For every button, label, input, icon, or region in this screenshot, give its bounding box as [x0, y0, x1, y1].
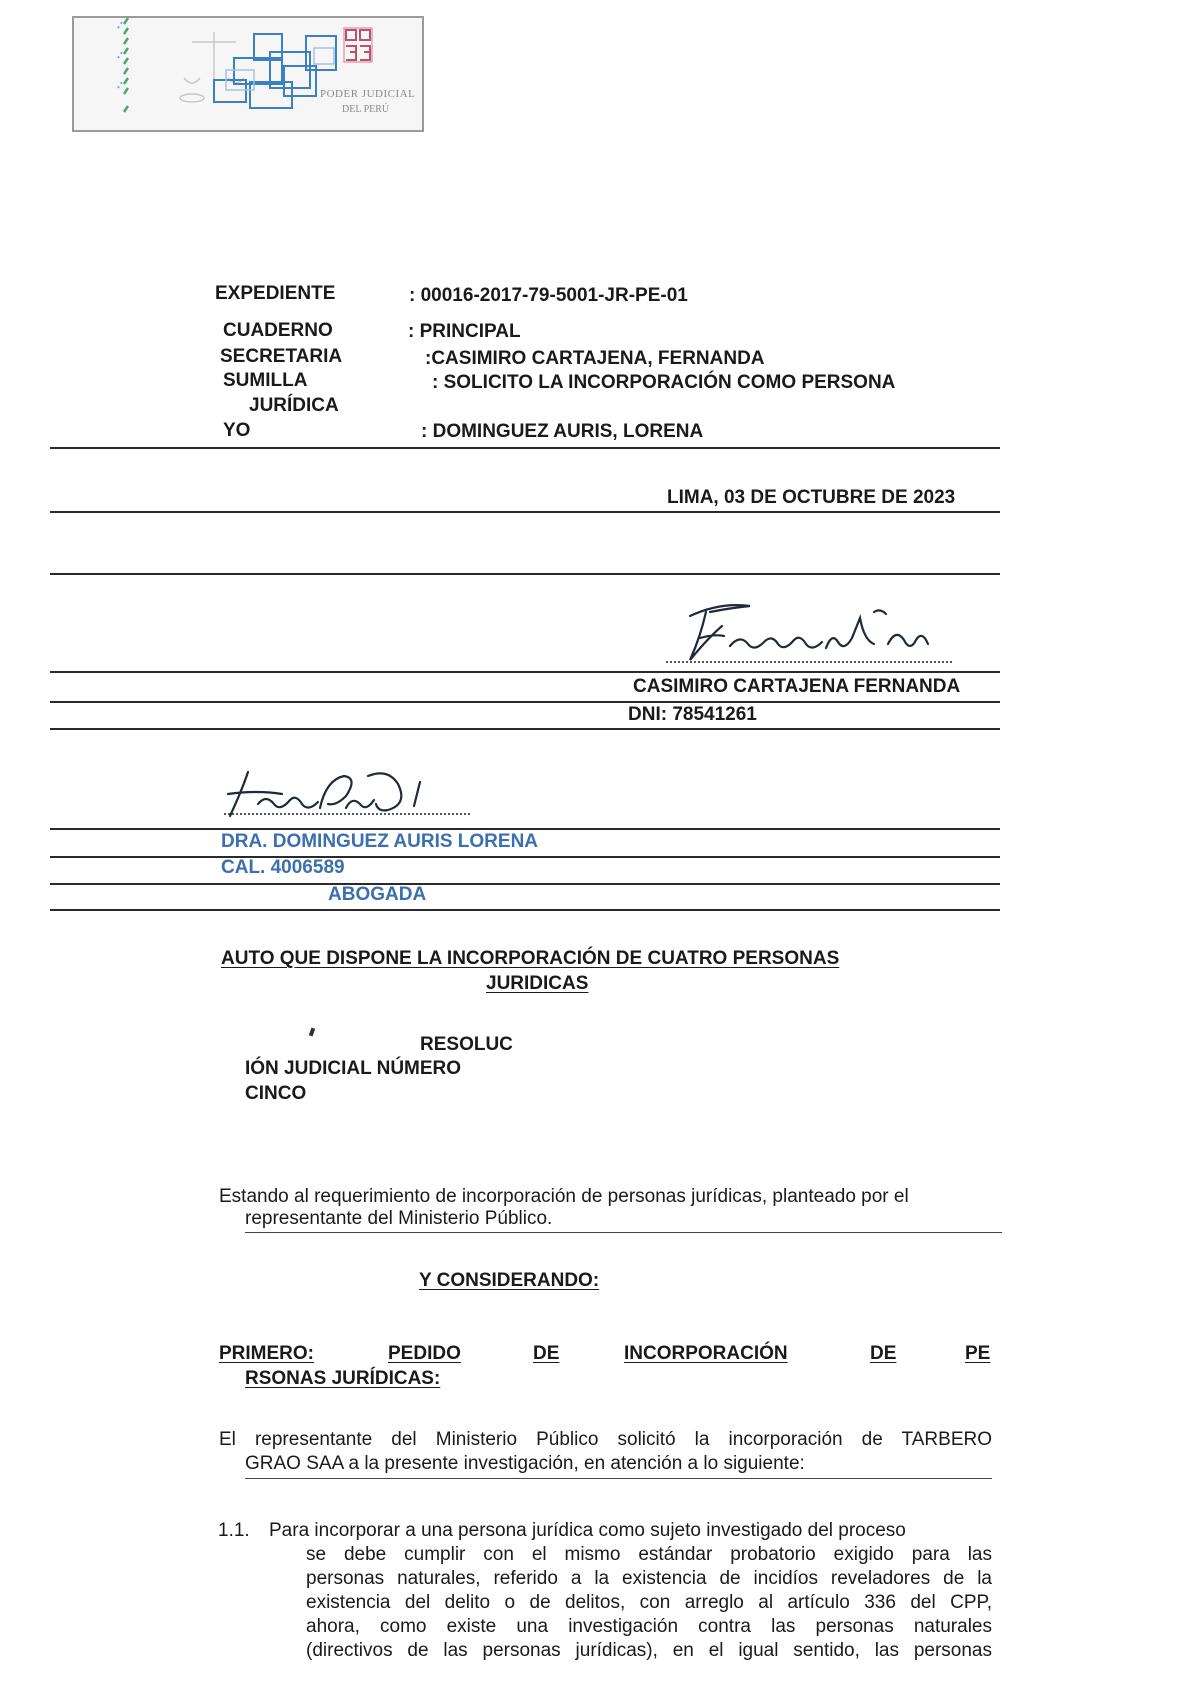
document-title-line2: JURIDICAS: [486, 973, 589, 994]
divider-header: [50, 447, 1000, 449]
divider-blank: [50, 573, 1000, 575]
expediente-label: EXPEDIENTE: [215, 283, 336, 304]
sumilla-label: SUMILLA: [223, 370, 308, 391]
item-1-1-line4: existencia del delito o de delitos, con arreglo al artículo 336 del CPP,: [306, 1592, 992, 1613]
lawyer-role: ABOGADA: [328, 884, 427, 905]
divider-paragraph1: [245, 1478, 992, 1479]
secretary-signature: [660, 598, 960, 668]
considering-heading: Y CONSIDERANDO:: [419, 1270, 600, 1291]
paragraph1-line1: El representante del Ministerio Público solicitó la incorporación de TARBERO: [219, 1429, 992, 1450]
divider-lawyer-4: [50, 909, 1000, 911]
cuaderno-label: CUADERNO: [223, 320, 333, 341]
item-1-1-number: 1.1.: [218, 1520, 250, 1541]
divider-lawyer-1: [50, 828, 1000, 830]
lawyer-cal: CAL. 4006589: [221, 857, 345, 878]
first-heading-word6: PE: [965, 1343, 991, 1364]
lawyer-signature: [218, 760, 478, 828]
resolution-line2: IÓN JUDICIAL NÚMERO: [245, 1058, 462, 1079]
item-1-1-line3: personas naturales, referido a la existencia de incidíos reveladores de la: [306, 1568, 992, 1589]
resolution-line1: RESOLUC: [420, 1034, 513, 1055]
first-heading-word1: PRIMERO:: [219, 1343, 314, 1364]
intro-line1: Estando al requerimiento de incorporación de personas jurídicas, planteado por el: [219, 1186, 909, 1207]
intro-line2: representante del Ministerio Público.: [245, 1208, 553, 1229]
divider-sig-top: [50, 671, 1000, 673]
item-1-1-line1: Para incorporar a una persona jurídica como sujeto investigado del proceso: [269, 1520, 906, 1541]
secretary-name: CASIMIRO CARTAJENA FERNANDA: [633, 676, 961, 697]
divider-lawyer-3: [50, 883, 1000, 885]
secretaria-value: :CASIMIRO CARTAJENA, FERNANDA: [425, 348, 765, 369]
ink-mark: [309, 1028, 315, 1037]
cuaderno-value: : PRINCIPAL: [408, 321, 521, 342]
divider-intro: [245, 1232, 1002, 1233]
first-heading-word2: PEDIDO: [388, 1343, 461, 1364]
logo-text-line1: PODER JUDICIAL: [320, 88, 416, 100]
resolution-line3: CINCO: [245, 1083, 307, 1104]
juridica-label: JURÍDICA: [249, 395, 339, 416]
secretary-dni: DNI: 78541261: [628, 704, 757, 725]
first-heading-word5: DE: [870, 1343, 897, 1364]
divider-sig-mid: [50, 701, 1000, 703]
first-heading-line2: RSONAS JURÍDICAS:: [245, 1368, 441, 1389]
date-line: LIMA, 03 DE OCTUBRE DE 2023: [667, 487, 956, 508]
item-1-1-line2: se debe cumplir con el mismo estándar probatorio exigido para las: [306, 1544, 992, 1565]
first-heading-word4: INCORPORACIÓN: [624, 1343, 788, 1364]
sumilla-value: : SOLICITO LA INCORPORACIÓN COMO PERSONA: [432, 372, 896, 393]
lawyer-name: DRA. DOMINGUEZ AURIS LORENA: [221, 831, 539, 852]
document-title-line1: AUTO QUE DISPONE LA INCORPORACIÓN DE CUATRO PERSONAS: [221, 948, 840, 969]
item-1-1-line5: ahora, como existe una investigación contra las personas naturales: [306, 1616, 992, 1637]
yo-label: YO: [223, 420, 251, 441]
expediente-value: : 00016-2017-79-5001-JR-PE-01: [409, 285, 688, 306]
divider-lawyer-2: [50, 856, 1000, 858]
divider-date: [50, 511, 1000, 513]
yo-value: : DOMINGUEZ AURIS, LORENA: [421, 421, 704, 442]
divider-sig-bottom: [50, 728, 1000, 730]
paragraph1-line2: GRAO SAA a la presente investigación, en atención a lo siguiente:: [245, 1453, 805, 1474]
logo-text-line2: DEL PERÚ: [342, 104, 390, 115]
first-heading-word3: DE: [533, 1343, 560, 1364]
secretaria-label: SECRETARIA: [220, 346, 343, 367]
item-1-1-line6: (directivos de las personas jurídicas), en el igual sentido, las personas: [306, 1640, 992, 1661]
court-logo: [72, 16, 424, 132]
